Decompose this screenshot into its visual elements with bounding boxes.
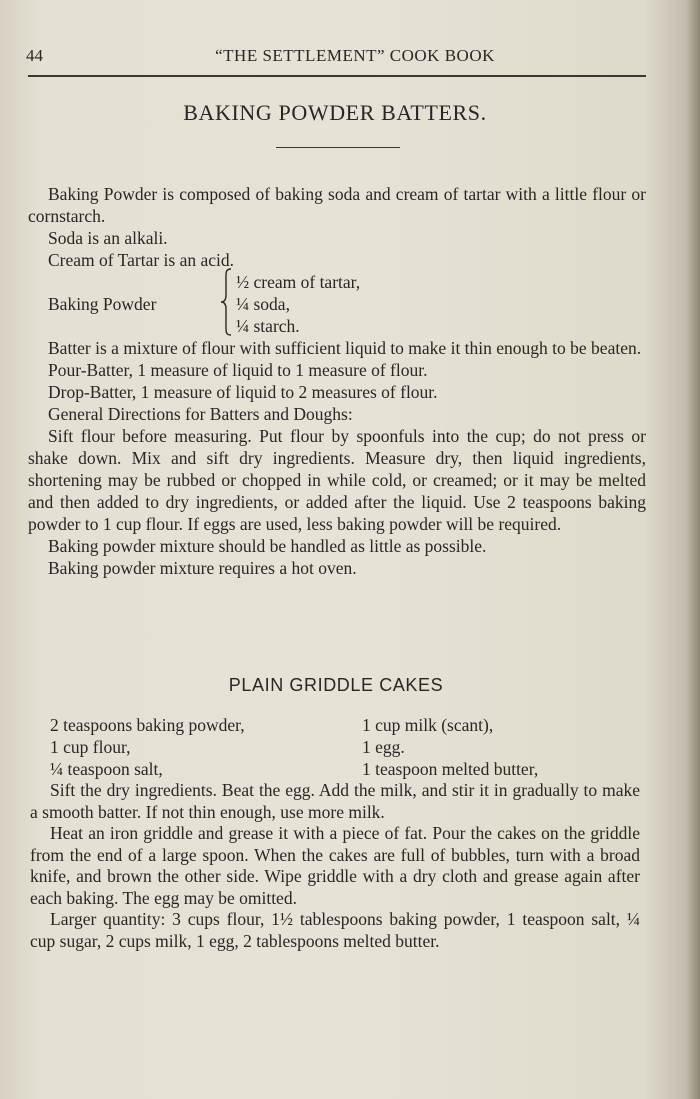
ingredient-item: 2 teaspoons baking powder,	[50, 715, 245, 735]
section-body	[28, 183, 646, 579]
body-paragraph: Batter is a mixture of flour with sufficient liquid to make it thin enough to be beaten.	[48, 338, 642, 358]
body-paragraph: Baking powder mixture requires a hot oven.	[48, 558, 357, 578]
formula-item: ½ cream of tartar,	[236, 272, 361, 292]
section-title: BAKING POWDER BATTERS.	[183, 100, 487, 125]
intro-line: Soda is an alkali.	[48, 228, 168, 248]
body-paragraph: Drop-Batter, 1 measure of liquid to 2 measures of flour.	[48, 382, 438, 402]
ingredient-item: 1 cup milk (scant),	[362, 715, 494, 735]
body-paragraph: Sift flour before measuring. Put flour by spoonfuls into the cup; do not press or shake down. Mix and sift dry ingredients. Measure dry, then liquid ingredients, shortening may be rubbed or chopped in while cold, or creamed; or it may be melted and then added to dry ingredients, or added after the liquid. Use 2 teaspoons baking powder to 1 cup flour. If eggs are used, less baking powder will be required.	[28, 426, 646, 534]
intro-paragraph: Baking Powder is composed of baking soda and cream of tartar with a little flour or cornstarch.	[28, 184, 646, 226]
method-paragraph: Larger quantity: 3 cups flour, 1½ tablespoons baking powder, 1 teaspoon salt, ¼ cup sugar, 2 cups milk, 1 egg, 2 tablespoons melted butter.	[30, 909, 640, 951]
body-paragraph: Baking powder mixture should be handled as little as possible.	[48, 536, 487, 556]
body-paragraph: Pour-Batter, 1 measure of liquid to 1 measure of flour.	[48, 360, 428, 380]
binding-shadow	[686, 0, 700, 1099]
curly-brace-icon	[220, 267, 232, 337]
baking-powder-formula	[28, 271, 646, 337]
title-rule	[276, 147, 400, 148]
page-number: 44	[26, 46, 43, 65]
formula-items	[236, 271, 360, 337]
formula-label: Baking Powder	[48, 294, 157, 314]
body-paragraph: General Directions for Batters and Doughs:	[48, 404, 353, 424]
running-title: “THE SETTLEMENT” COOK BOOK	[215, 46, 495, 65]
method-paragraph: Sift the dry ingredients. Beat the egg. Add the milk, and stir it in gradually to make a smooth batter. If not thin enough, use more milk.	[30, 780, 640, 822]
ingredient-item: 1 egg.	[362, 737, 405, 757]
intro-line: Cream of Tartar is an acid.	[48, 250, 235, 270]
header-rule	[28, 75, 646, 77]
recipe-method	[30, 780, 640, 952]
method-paragraph: Heat an iron griddle and grease it with a piece of fat. Pour the cakes on the griddle from the end of a large spoon. When the cakes are full of bubbles, turn with a broad knife, and brown the other side. Wipe griddle with a dry cloth and grease again after each baking. The egg may be omitted.	[30, 823, 640, 908]
recipe-title: PLAIN GRIDDLE CAKES	[228, 675, 444, 695]
formula-item: ¼ starch.	[236, 316, 300, 336]
ingredients-right-column	[362, 714, 538, 780]
page-header	[26, 46, 644, 70]
ingredient-item: 1 cup flour,	[50, 737, 131, 757]
ingredient-item: ¼ teaspoon salt,	[50, 759, 163, 779]
ingredient-item: 1 teaspoon melted butter,	[362, 759, 539, 779]
formula-item: ¼ soda,	[236, 294, 290, 314]
ingredients-left-column	[50, 714, 245, 780]
